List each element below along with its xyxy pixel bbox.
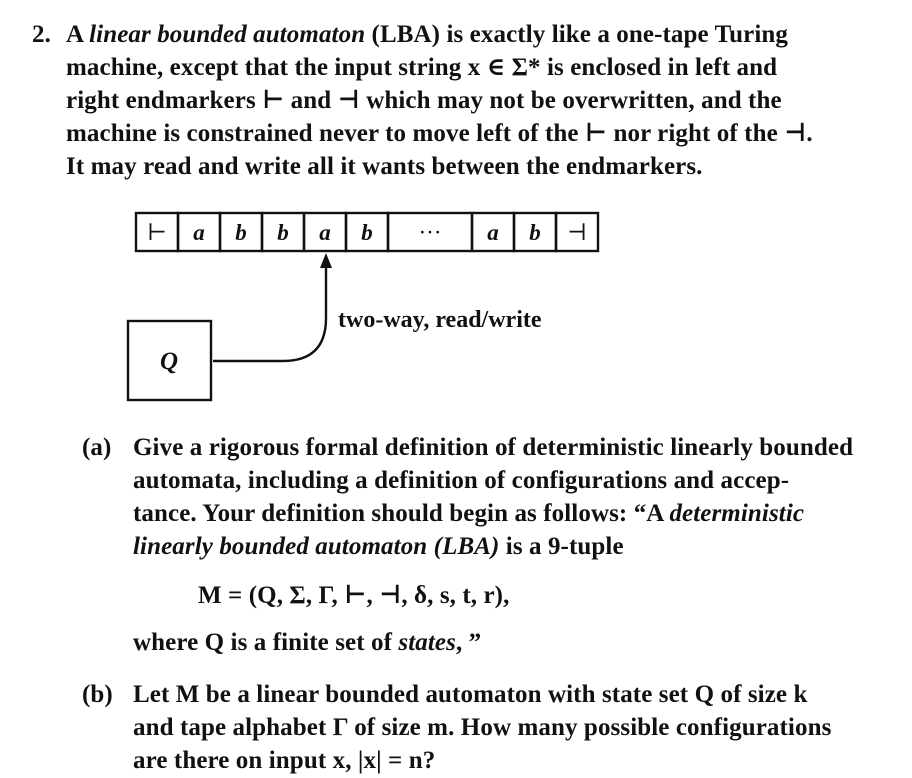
tape-symbol: ⊣ [567, 220, 587, 245]
intro-line-1a: A [66, 21, 90, 48]
tape-symbol: b [235, 220, 247, 245]
intro-line-4: machine is constrained never to move left of the ⊢ nor right of the ⊣. [66, 120, 813, 147]
part-a-line-3a: tance. Your definition should begin as follows: “A [133, 500, 670, 527]
head-connector [213, 268, 326, 361]
part-a-line-2: automata, including a definition of configurations and accep- [133, 467, 790, 494]
part-b-line-1: Let M be a linear bounded automaton with state set Q of size k [133, 681, 808, 708]
tape-symbol: b [529, 220, 541, 245]
part-a-line-6 [133, 627, 481, 659]
head-label: two-way, read/write [338, 307, 542, 333]
part-a-line-4b: is a 9-tuple [499, 533, 624, 560]
head-arrowhead [320, 253, 332, 268]
tape-symbol: b [361, 220, 373, 245]
intro-line-1b: (LBA) is exactly like a one-tape Turing [365, 21, 788, 48]
part-a-label: (a) [82, 434, 112, 461]
problem-number: 2. [32, 21, 51, 48]
dlba-term: linearly bounded automaton (LBA) [133, 533, 500, 560]
tape-symbol: a [487, 220, 499, 245]
part-b-label: (b) [82, 681, 113, 708]
part-a-line-6b: , ” [455, 629, 482, 656]
tape-symbol: ··· [418, 220, 442, 245]
part-a-line-6a: where Q is a finite set of [133, 629, 399, 656]
finite-control-label: Q [159, 348, 179, 375]
part-a-line-4 [133, 531, 624, 563]
deterministic-term: deterministic [669, 500, 805, 527]
lba-term: linear bounded automaton [89, 21, 366, 48]
intro-line-5: It may read and write all it wants between the endmarkers. [66, 153, 703, 180]
tape [136, 213, 598, 251]
tape-symbol: a [193, 220, 205, 245]
tape-symbol: ⊢ [147, 220, 167, 245]
intro-line-2: machine, except that the input string x ∈ Σ* is enclosed in left and [66, 54, 778, 81]
tape-symbol: a [319, 220, 331, 245]
part-b-line-2: and tape alphabet Γ of size m. How many possible configurations [133, 714, 832, 741]
tuple-formula: M = (Q, Σ, Γ, ⊢, ⊣, δ, s, t, r), [198, 582, 510, 609]
intro-line-3: right endmarkers ⊢ and ⊣ which may not be overwritten, and the [66, 87, 782, 114]
states-term: states [398, 629, 456, 656]
part-a-line-1: Give a rigorous formal definition of deterministic linearly bounded [133, 434, 854, 461]
part-b-line-3: are there on input x, |x| = n? [133, 747, 436, 774]
tape-symbol: b [277, 220, 289, 245]
part-a-line-3 [133, 498, 804, 530]
